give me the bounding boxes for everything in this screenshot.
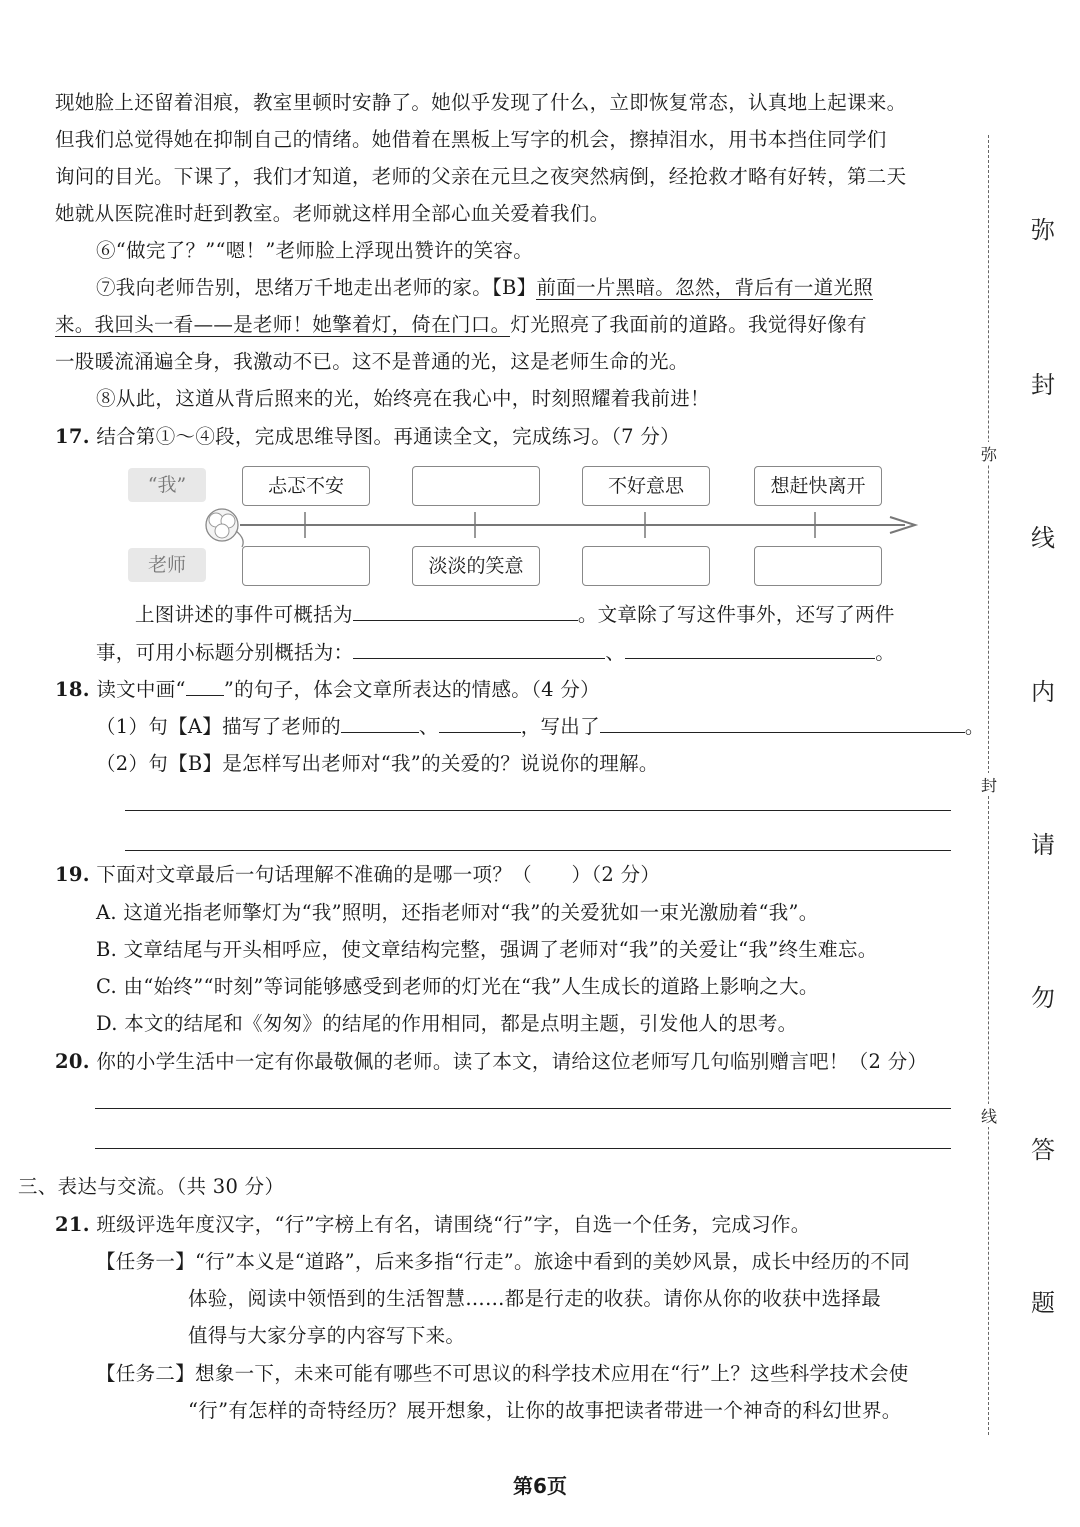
teacher-box-1-blank[interactable] (242, 546, 370, 586)
question-number: 20. (55, 1050, 90, 1073)
teacher-box-3-blank[interactable] (582, 546, 710, 586)
question-18 (55, 671, 955, 708)
task-2-line-2: “行”有怎样的奇特经历？展开想象，让你的故事把读者带进一个神奇的科幻世界。 (188, 1399, 902, 1422)
summary-prompt-cont: 。文章除了写这件事外，还写了两件 (577, 603, 895, 626)
question-text: 班级评选年度汉字，“行”字榜上有名，请围绕“行”字，自选一个任务，完成习作。 (96, 1213, 811, 1236)
seal-label-3: 线 (978, 1104, 1000, 1127)
paragraph-8: ⑧从此，这道从背后照来的光，始终亮在我心中，时刻照耀着我前进！ (96, 387, 710, 410)
task-1-line-3: 值得与大家分享的内容写下来。 (188, 1324, 466, 1347)
row-label-me: “我” (128, 468, 206, 502)
question-text: 下面对文章最后一句话理解不准确的是哪一项？（ ）（2 分） (96, 863, 661, 886)
question-number: 19. (55, 863, 90, 886)
me-box-4: 想赶快离开 (754, 466, 882, 506)
question-number: 21. (55, 1213, 90, 1236)
margin-char-8: 题 (1031, 1289, 1055, 1317)
option-b[interactable]: B. 文章结尾与开头相呼应，使文章结构完整，强调了老师对“我”的关爱让“我”终生难忘。 (96, 938, 878, 961)
margin-char-1: 弥 (1031, 216, 1055, 244)
sentence-b-underlined-cont: 来。我回头一看——是老师！她擎着灯，倚在门口。 (55, 313, 511, 336)
page-number: 第6页 (513, 1474, 567, 1498)
answer-line[interactable] (95, 1108, 951, 1109)
subtitle-blank-1[interactable] (353, 636, 605, 659)
event-summary-blank[interactable] (353, 598, 578, 621)
q17-summary-line-1 (135, 596, 1035, 633)
me-box-2-blank[interactable] (412, 466, 540, 506)
teacher-trait-blank-1[interactable] (341, 710, 419, 733)
separator: 、 (605, 641, 626, 664)
seal-label-1: 弥 (978, 442, 1000, 465)
me-box-3: 不好意思 (582, 466, 710, 506)
passage-line-4: 她就从医院准时赶到教室。老师就这样用全部心血关爱着我们。 (55, 202, 610, 225)
flower-icon (206, 509, 243, 547)
task-1-label: 【任务一】 (96, 1250, 196, 1273)
underline-sample (186, 673, 224, 696)
passage-line-3: 询问的目光。下课了，我们才知道，老师的父亲在元旦之夜突然病倒，经抢救才略有好转，第二天 (55, 165, 907, 188)
answer-line[interactable] (125, 850, 951, 851)
q17-summary-line-2 (96, 634, 996, 671)
answer-line[interactable] (95, 1148, 951, 1149)
paragraph-7-line-2 (55, 306, 955, 343)
question-text: 你的小学生活中一定有你最敬佩的老师。读了本文，请给这位老师写几句临别赠言吧！（2 分） (96, 1050, 928, 1073)
question-19 (55, 856, 955, 893)
margin-char-3: 线 (1031, 524, 1055, 552)
option-d[interactable]: D. 本文的结尾和《匆匆》的结尾的作用相同，都是点明主题，引发他人的思考。 (96, 1012, 798, 1035)
teacher-trait-blank-2[interactable] (439, 710, 521, 733)
teacher-box-4-blank[interactable] (754, 546, 882, 586)
question-21 (55, 1206, 955, 1243)
answer-line[interactable] (125, 810, 951, 811)
sentence-b-underlined: 前面一片黑暗。忽然，背后有一道光照 (536, 276, 874, 299)
expression-blank[interactable] (600, 710, 965, 733)
me-box-1: 忐忑不安 (242, 466, 370, 506)
paragraph-7-text: ⑦我向老师告别，思绪万千地走出老师的家。【B】 (96, 276, 537, 299)
question-text: 结合第①～④段，完成思维导图。再通读全文，完成练习。（7 分） (96, 425, 680, 448)
question-number: 17. (55, 425, 90, 448)
option-c[interactable]: C. 由“始终”“时刻”等词能够感受到老师的灯光在“我”人生成长的道路上影响之大。 (96, 975, 819, 998)
task-1-line-1 (96, 1243, 996, 1280)
summary-prompt: 上图讲述的事件可概括为 (135, 603, 353, 626)
subtitle-prompt: 事，可用小标题分别概括为： (96, 641, 354, 664)
teacher-box-2: 淡淡的笑意 (412, 546, 540, 586)
q18-part-2: （2）句【B】是怎样写出老师对“我”的关爱的？说说你的理解。 (96, 752, 659, 775)
task-2-text: 想象一下，未来可能有哪些不可思议的科学技术应用在“行”上？这些科学技术会使 (195, 1362, 909, 1385)
margin-char-6: 勿 (1031, 984, 1055, 1012)
q18-part-1 (96, 708, 996, 745)
option-a[interactable]: A. 这道光指老师擎灯为“我”照明，还指老师对“我”的关爱犹如一束光激励着“我”。 (96, 901, 819, 924)
paragraph-7-line-3: 一股暖流涌遍全身，我激动不已。这不是普通的光，这是老师生命的光。 (55, 350, 689, 373)
seal-label-2: 封 (978, 773, 1000, 796)
period: 。 (875, 641, 896, 664)
margin-char-2: 封 (1031, 371, 1055, 399)
mind-map (120, 462, 930, 592)
section-3-heading: 三、表达与交流。（共 30 分） (18, 1175, 285, 1198)
question-number: 18. (55, 678, 90, 701)
task-1-text: “行”本义是“道路”，后来多指“行走”。旅途中看到的美妙风景，成长中经历的不同 (195, 1250, 911, 1273)
separator: 、 (418, 715, 439, 738)
part-1-prompt-cont: ，写出了 (520, 715, 600, 738)
task-1-line-2: 体验，阅读中领悟到的生活智慧……都是行走的收获。请你从你的收获中选择最 (188, 1287, 882, 1310)
part-1-prompt: （1）句【A】描写了老师的 (96, 715, 341, 738)
margin-char-7: 答 (1031, 1136, 1055, 1164)
period: 。 (964, 715, 985, 738)
question-20 (55, 1043, 955, 1080)
margin-char-4: 内 (1031, 678, 1055, 706)
passage-line-2: 但我们总觉得她在抑制自己的情绪。她借着在黑板上写字的机会，擦掉泪水，用书本挡住同学们 (55, 128, 887, 151)
passage-line-1: 现她脸上还留着泪痕，教室里顿时安静了。她似乎发现了什么，立即恢复常态，认真地上起课来。 (55, 91, 907, 114)
row-label-teacher: 老师 (128, 548, 206, 582)
margin-char-5: 请 (1031, 831, 1055, 859)
question-text: 读文中画“ (96, 678, 186, 701)
task-2-label: 【任务二】 (96, 1362, 196, 1385)
paragraph-6: ⑥“做完了？”“嗯！”老师脸上浮现出赞许的笑容。 (96, 239, 534, 262)
question-17 (55, 418, 955, 455)
task-2-line-1 (96, 1355, 996, 1392)
paragraph-7-line-1 (96, 269, 996, 306)
question-text-cont: ”的句子，体会文章所表达的情感。（4 分） (223, 678, 600, 701)
subtitle-blank-2[interactable] (625, 636, 875, 659)
paragraph-7-text-cont: 灯光照亮了我面前的道路。我觉得好像有 (510, 313, 867, 336)
